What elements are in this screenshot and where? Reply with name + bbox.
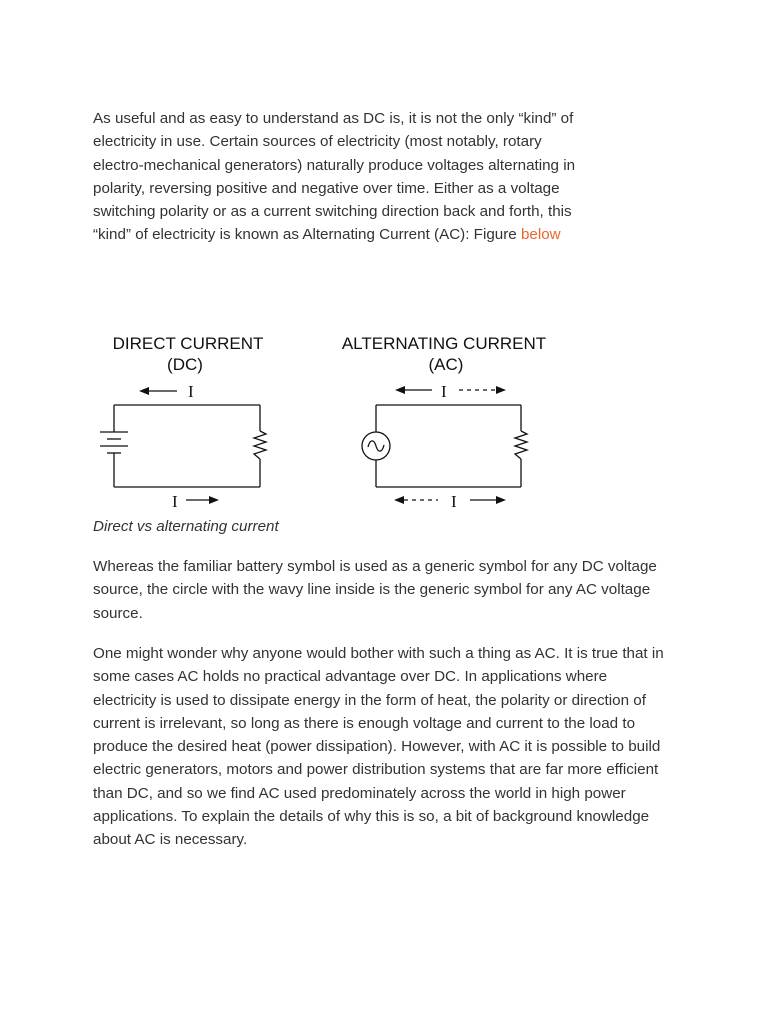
figure-below-link[interactable]: below (520, 226, 561, 244)
dc-resistor-icon (254, 431, 266, 459)
dc-subtitle: (DC) (167, 355, 203, 374)
ac-resistor-icon (515, 431, 527, 459)
dc-vs-ac-figure (93, 320, 573, 516)
ac-title: ALTERNATING CURRENT (341, 334, 547, 353)
article-intro (93, 107, 673, 247)
ac-current-arrow-top (395, 382, 506, 401)
dc-current-label-top: I (188, 382, 194, 401)
paragraph-ac-advantages: One might wonder why anyone would bother with such a thing as AC. It is true that in some cases AC holds no practical advantage over DC. In applications where electricity is used to dissipate energy in the form of heat, the polarity or direction of current is irrelevant, so long as there is enough voltage and current to the load to produce the desired heat (power dissipation). However, with AC it is possible to build electric generators, motors and power distribution systems that are far more efficient than DC, and so we find AC used predominately across the world in high power applications. To explain the details of why this is so, a bit of background knowledge about AC is necessary. (93, 645, 664, 849)
dc-title: DIRECT CURRENT (112, 334, 264, 353)
dc-current-arrow-bottom (172, 492, 219, 511)
paragraph-symbols: Whereas the familiar battery symbol is used as a generic symbol for any DC voltage source, the circle with the wavy line inside is the generic symbol for any AC voltage source. (93, 558, 657, 622)
ac-current-arrow-bottom (394, 492, 506, 511)
dc-circuit (114, 405, 260, 487)
dc-current-arrow-top (139, 382, 194, 401)
ac-source-icon (362, 432, 390, 460)
dc-current-label-bottom: I (172, 492, 178, 511)
ac-current-label-bottom: I (451, 492, 457, 511)
ac-circuit (376, 405, 521, 487)
battery-icon (100, 432, 128, 460)
ac-current-label-top: I (441, 382, 447, 401)
circuit-diagram (93, 320, 573, 516)
paragraph-intro-text: As useful and as easy to understand as DC is, it is not the only “kind” of electricity in use. Certain sources of electricity (most notably, rotary electro-mechanical generators) naturally produce voltages alternating in polarity, reversing positive and negative over time. Either as a voltage switching polarity or as a current switching direction back and forth, this “kind” of electricity is known as Alternating Current (AC): Figure (93, 110, 576, 244)
figure-caption: Direct vs alternating current (93, 518, 279, 535)
ac-subtitle: (AC) (428, 355, 464, 374)
paragraph-intro (93, 107, 589, 247)
